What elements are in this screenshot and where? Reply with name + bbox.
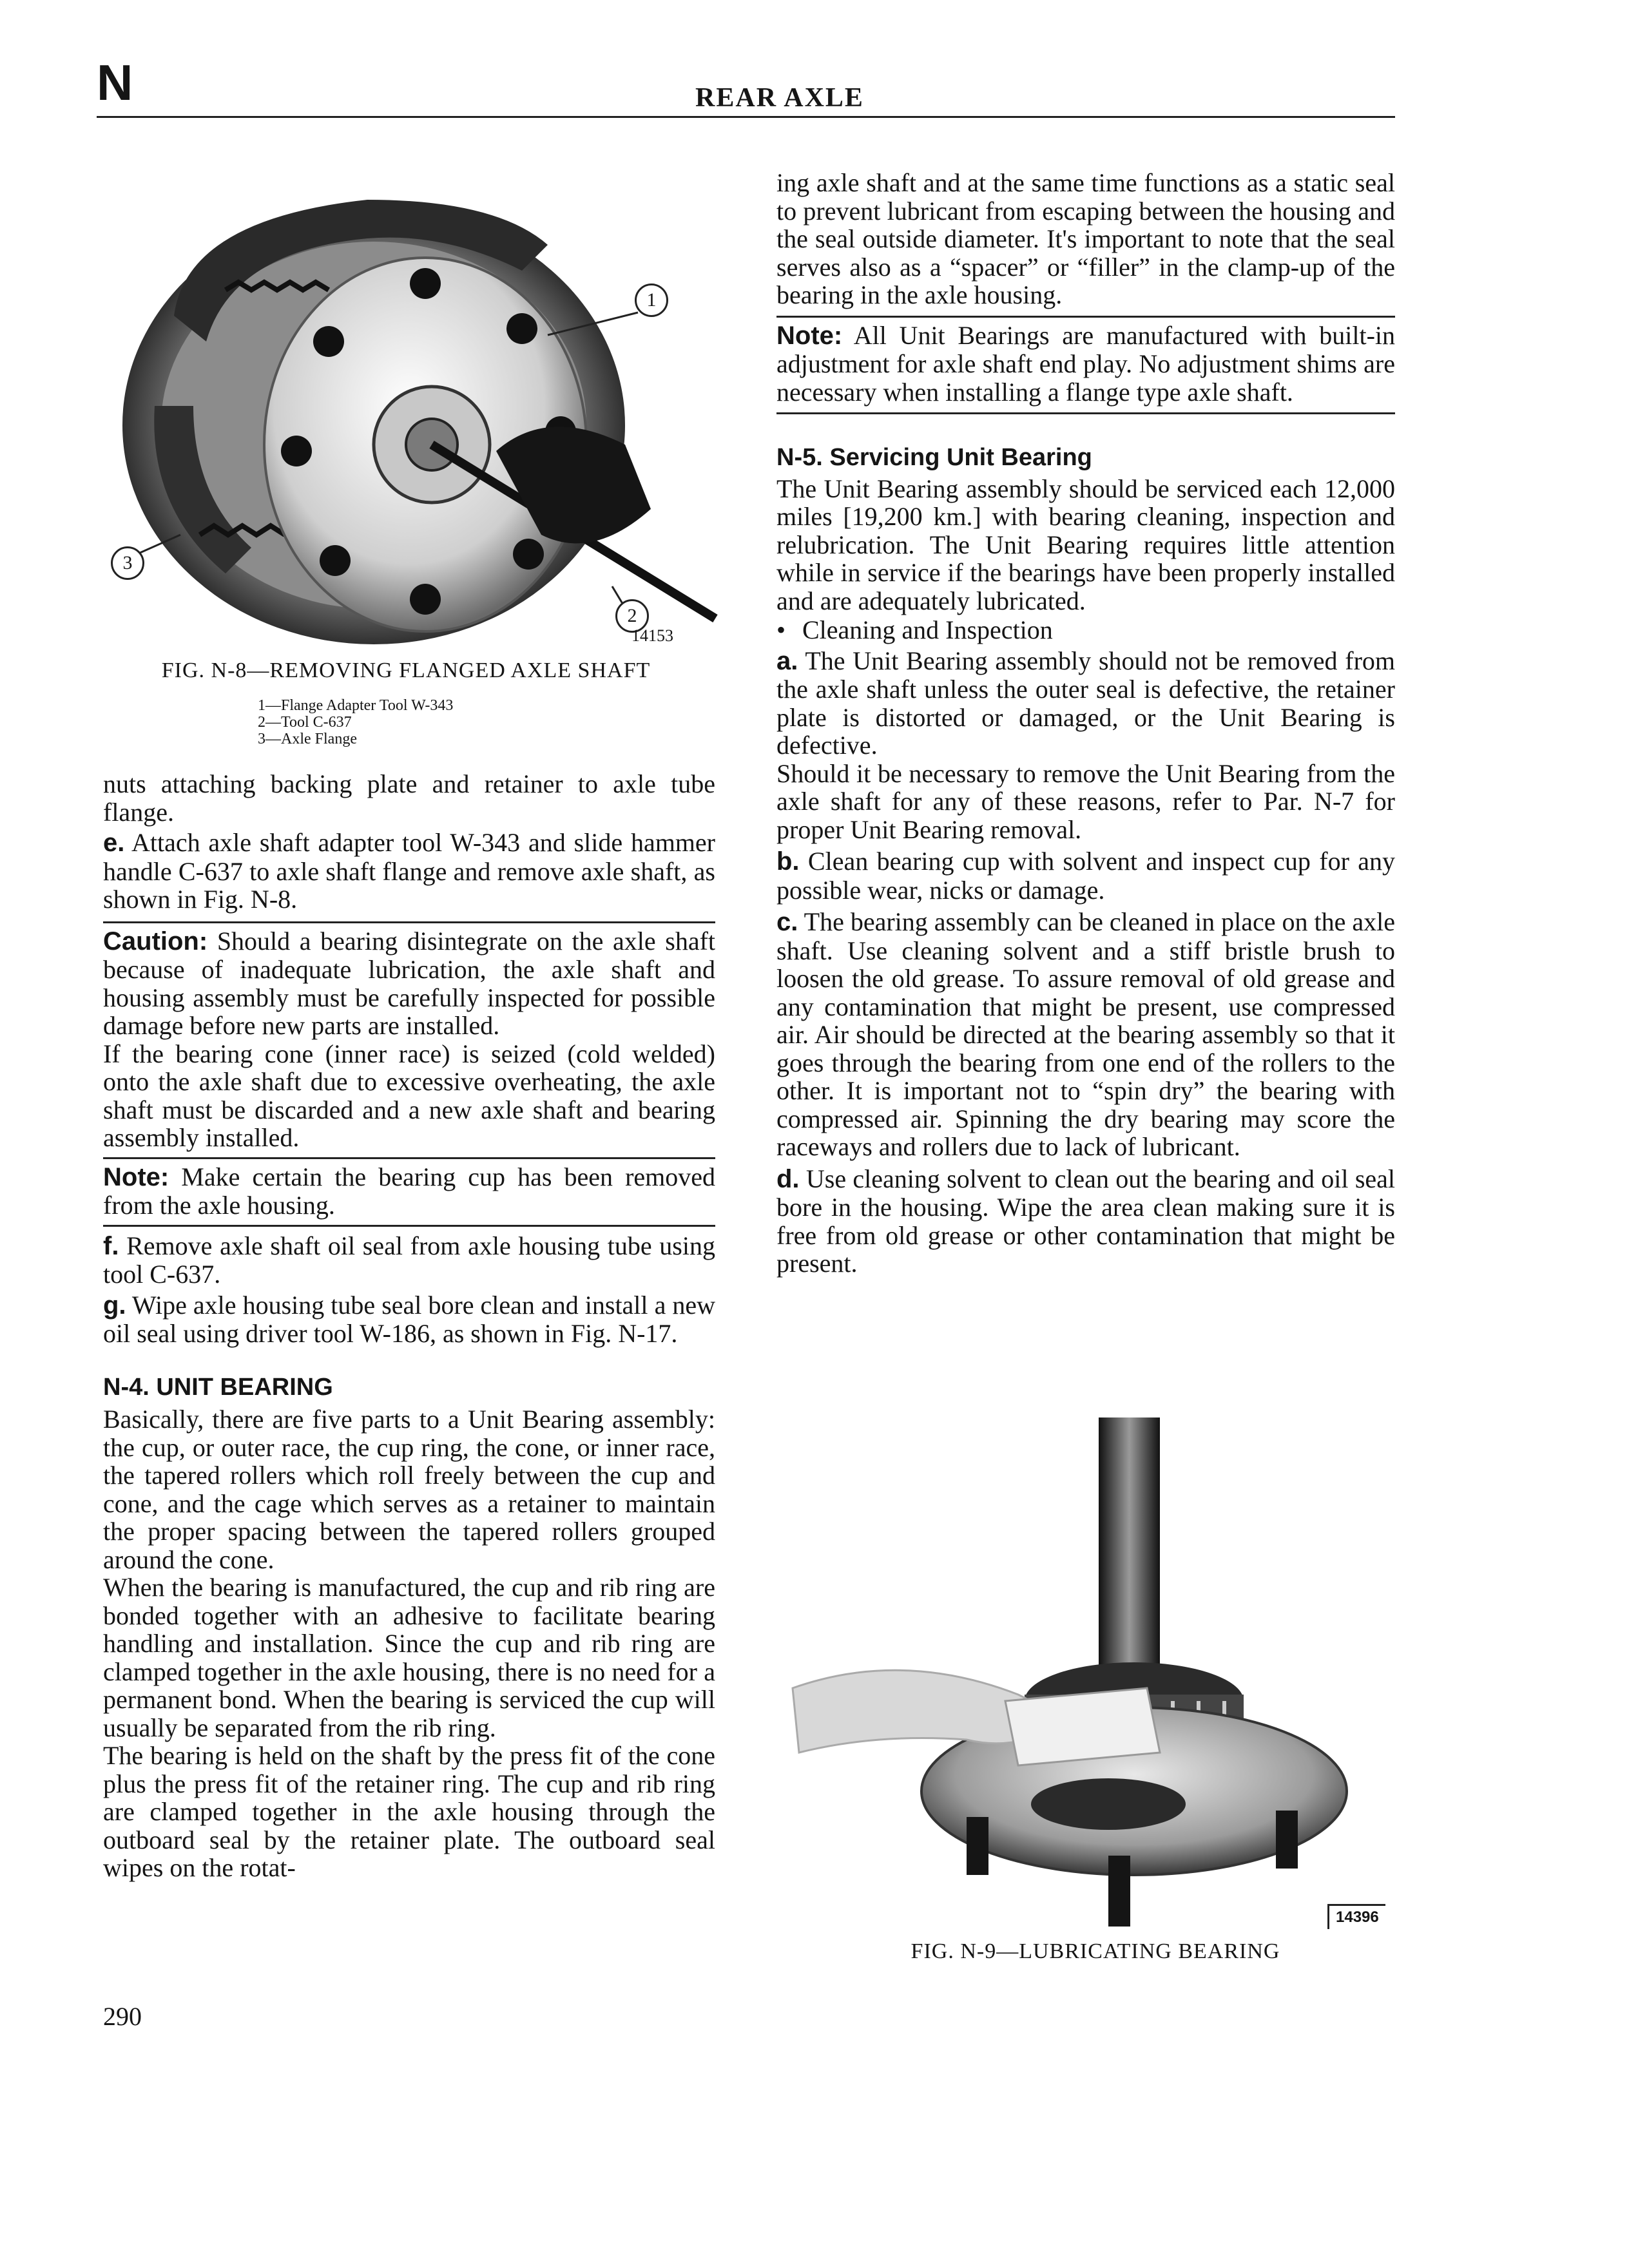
- step-label: c.: [776, 908, 798, 936]
- caution-rule-top: [103, 921, 715, 923]
- header-rule: [97, 116, 1395, 118]
- step-text: The bearing assembly can be cleaned in place on the axle shaft. Use cleaning solvent and a stiff bristle brush to loosen the old grease. To assure removal of old grease and any contamination that might be present, use compressed air. Air should be directed at the bearing assembly so that it goes through the bearing from one end of the rollers to the other. It is important not to “spin dry” the bearing with compressed air. Spinning the dry bearing may score the raceways and rollers due to lack of lubricant.: [776, 907, 1396, 1161]
- step-label: e.: [103, 829, 125, 857]
- paragraph-a: [776, 647, 1395, 760]
- paragraph-f: [103, 1232, 715, 1289]
- paragraph: Basically, there are five parts to a Unit Bearing assembly: the cup, or outer race, the cup ring, the cone, or inner race, the tapered rollers which roll freely between the cup and cone, and the cage which serves as a retainer to maintain the proper spacing between the tapered rollers grouped around the cone.: [103, 1405, 715, 1574]
- paragraph-e: [103, 829, 715, 914]
- section-letter: N: [97, 54, 133, 111]
- figure-n9-photo-number: 14396: [1327, 1904, 1385, 1929]
- page-title: REAR AXLE: [695, 83, 864, 113]
- callout-3: 3: [111, 546, 144, 580]
- legend-item: 1—Flange Adapter Tool W-343: [258, 697, 454, 714]
- step-text: Clean bearing cup with solvent and inspect cup for any possible wear, nicks or damage.: [776, 847, 1395, 905]
- note-text: Make certain the bearing cup has been removed from the axle housing.: [103, 1162, 716, 1220]
- paragraph: ing axle shaft and at the same time functions as a static seal to prevent lubricant from escaping between the housing and the seal outside diameter. It's important to note that the seal serves also as a “spacer” or “filler” in the clamp-up of the bearing in the axle housing.: [776, 168, 1395, 309]
- subheading: [776, 616, 1395, 644]
- right-column: [776, 169, 1395, 1278]
- note-label: Note:: [103, 1162, 169, 1191]
- step-label: b.: [776, 847, 800, 876]
- step-label: f.: [103, 1231, 119, 1260]
- section-heading-n4: N-4. UNIT BEARING: [103, 1373, 333, 1401]
- note-rule-top: [103, 1157, 715, 1159]
- caution-label: Caution:: [103, 927, 208, 956]
- figure-n8-legend: [258, 697, 453, 747]
- callout-2: 2: [615, 599, 649, 633]
- paragraph: nuts attaching backing plate and retainer to axle tube flange.: [103, 769, 715, 827]
- caution-text: Should a bearing disintegrate on the axle shaft because of inadequate lubrication, the axle shaft and housing assembly must be carefully inspected for possible damage before new parts are installed.: [103, 926, 716, 1040]
- section-heading-n5: N-5. Servicing Unit Bearing: [776, 444, 1092, 471]
- legend-item: 2—Tool C-637: [258, 714, 352, 731]
- figure-n8: [97, 174, 728, 651]
- note-label: Note:: [776, 321, 843, 350]
- note: [103, 1163, 715, 1220]
- paragraph: The bearing is held on the shaft by the press fit of the cone plus the press fit of the retainer ring. The cup and rib ring are clamped together in the axle housing through the outboard seal by the retainer plate. The outboard seal wipes on the rotat-: [103, 1741, 715, 1882]
- paragraph-c: [776, 908, 1395, 1161]
- step-text: Use cleaning solvent to clean out the bearing and oil seal bore in the housing. Wipe the area clean making sure it is free from old grease or other contamination that might be present.: [776, 1164, 1396, 1278]
- figure-n8-caption: FIG. N-8—REMOVING FLANGED AXLE SHAFT: [161, 658, 651, 682]
- figure-n8-photo: [97, 174, 728, 651]
- figure-n9-photo: [773, 1418, 1405, 1933]
- step-text: The Unit Bearing assembly should not be removed from the axle shaft unless the outer seal is defective, the retainer plate is distorted or damaged, or the Unit Bearing is defective.: [776, 646, 1395, 760]
- paragraph: When the bearing is manufactured, the cup and rib ring are bonded together with an adhesive to facilitate bearing handling and installation. Since the cup and rib ring are clamped together in the axle housing, there is no need for a permanent bond. When the bearing is serviced the cup will usually be separated from the rib ring.: [103, 1573, 715, 1742]
- step-text: Remove axle shaft oil seal from axle housing tube using tool C-637.: [103, 1231, 715, 1289]
- caution-paragraph-2: If the bearing cone (inner race) is seized (cold welded) onto the axle shaft due to excessive overheating, the axle shaft must be discarded and a new axle shaft and bearing assembly installed.: [103, 1039, 715, 1152]
- paragraph-d: [776, 1165, 1395, 1278]
- figure-n9-caption: FIG. N-9—LUBRICATING BEARING: [911, 1939, 1280, 1963]
- legend-item: 3—Axle Flange: [258, 731, 357, 747]
- step-label: a.: [776, 646, 798, 675]
- left-column: [103, 770, 715, 1882]
- paragraph: Should it be necessary to remove the Unit Bearing from the axle shaft for any of these reasons, refer to Par. N-7 for proper Unit Bearing removal.: [776, 758, 1395, 844]
- page-number: 290: [103, 2002, 142, 2031]
- step-text: Wipe axle housing tube seal bore clean and install a new oil seal using driver tool W-186, as shown in Fig. N-17.: [103, 1290, 716, 1348]
- figure-n8-photo-number: 14153: [631, 626, 673, 645]
- note-text: All Unit Bearings are manufactured with built-in adjustment for axle shaft end play. No adjustment shims are necessary when installing a flange type axle shaft.: [776, 320, 1396, 407]
- bullet: •: [776, 615, 786, 644]
- caution: [103, 927, 715, 1040]
- paragraph-g: [103, 1291, 715, 1348]
- paragraph: The Unit Bearing assembly should be serviced each 12,000 miles [19,200 km.] with bearing cleaning, inspection and relubrication. The Unit Bearing requires little attention while in service if the bearings have been properly installed and are adequately lubricated.: [776, 474, 1395, 615]
- subheading-text: Cleaning and Inspection: [802, 615, 1053, 644]
- paragraph-b: [776, 847, 1395, 904]
- note-rule-bottom: [103, 1225, 715, 1227]
- note: [776, 322, 1395, 407]
- figure-n9: [773, 1418, 1405, 1933]
- note-rule-top: [776, 316, 1395, 318]
- note-rule-bottom: [776, 412, 1395, 414]
- step-text: Attach axle shaft adapter tool W-343 and slide hammer handle C-637 to axle shaft flange and remove axle shaft, as shown in Fig. N-8.: [103, 828, 715, 914]
- step-label: d.: [776, 1164, 800, 1193]
- step-label: g.: [103, 1291, 126, 1320]
- callout-1: 1: [635, 284, 668, 317]
